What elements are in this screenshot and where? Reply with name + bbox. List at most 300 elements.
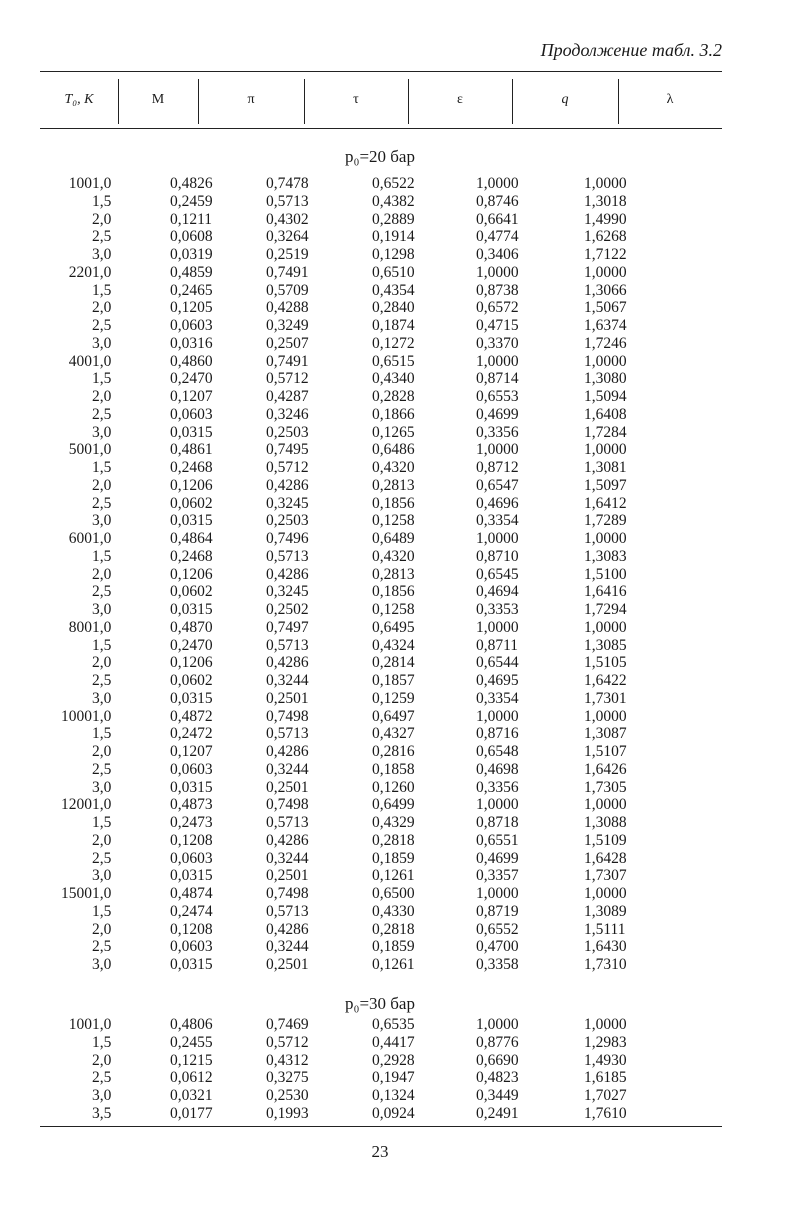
temperature-blank (0, 1105, 92, 1123)
pi-value: 0,0608 (170, 228, 213, 246)
pi-value: 0,2473 (170, 814, 213, 831)
epsilon-value: 0,4324 (372, 636, 415, 654)
epsilon-value: 0,1258 (372, 512, 415, 530)
temperature-blank (0, 317, 92, 335)
m-value: 1,5 (92, 192, 112, 210)
q-value: 0,3357 (476, 867, 519, 885)
pi-value: 0,0315 (170, 956, 213, 973)
m-value: 3,0 (92, 601, 112, 618)
lambda-value: 1,6416 (584, 583, 627, 601)
temperature-blank (0, 690, 92, 708)
m-value: 1,5 (92, 281, 112, 299)
tau-value: 0,2501 (266, 956, 309, 973)
tau-value: 0,4286 (266, 920, 309, 938)
epsilon-value: 0,6497 (372, 707, 415, 725)
m-value: 2,5 (92, 760, 112, 778)
lambda-value: 1,0000 (584, 530, 627, 547)
lambda-value: 1,3089 (584, 902, 627, 920)
lambda-value: 1,6374 (584, 317, 627, 334)
page-number: 23 (371, 1142, 389, 1161)
lambda-value: 1,5105 (584, 654, 627, 672)
m-value: 2,5 (92, 672, 112, 689)
epsilon-value: 0,2928 (372, 1051, 415, 1069)
temperature-blank (0, 388, 92, 406)
header-lambda: λ (666, 92, 674, 107)
m-value: 1,0 (92, 707, 112, 725)
lambda-value: 1,6428 (584, 849, 627, 867)
q-value: 0,8738 (476, 281, 519, 299)
lambda-value: 1,6422 (584, 672, 627, 689)
pi-value: 0,2472 (170, 725, 213, 743)
temperature-value: 1000 (61, 707, 92, 725)
tau-value: 0,5713 (266, 636, 309, 654)
epsilon-value: 0,1324 (372, 1087, 415, 1104)
m-value: 1,5 (92, 459, 112, 476)
temperature-blank (0, 1052, 92, 1070)
epsilon-value: 0,2813 (372, 476, 415, 494)
epsilon-value: 0,1856 (372, 494, 415, 512)
lambda-value: 1,0000 (584, 885, 627, 902)
q-value: 0,8718 (476, 814, 519, 831)
lambda-value: 1,3088 (584, 814, 627, 831)
epsilon-value: 0,2813 (372, 565, 415, 583)
pi-value: 0,4826 (170, 175, 213, 192)
header-tau: τ (353, 92, 359, 107)
tau-value: 0,2507 (266, 334, 309, 352)
temperature-blank (0, 512, 92, 530)
tau-value: 0,2501 (266, 689, 309, 707)
temperature-blank (0, 956, 92, 974)
q-value: 0,4696 (476, 494, 519, 512)
epsilon-value: 0,2840 (372, 299, 415, 317)
pi-value: 0,4872 (170, 707, 213, 725)
temperature-blank (0, 299, 92, 317)
q-value: 0,3354 (476, 512, 519, 530)
lambda-value: 1,7305 (584, 778, 627, 796)
epsilon-value: 0,4382 (372, 192, 415, 210)
pi-value: 0,4806 (170, 1016, 213, 1033)
m-value: 2,0 (92, 743, 112, 760)
pi-value: 0,2474 (170, 902, 213, 920)
tau-value: 0,7495 (266, 441, 309, 459)
m-value: 1,0 (92, 530, 112, 547)
table-body-p30 (0, 1016, 794, 1123)
epsilon-value: 0,4320 (372, 547, 415, 565)
q-value: 0,8719 (476, 902, 519, 920)
tau-value: 0,2503 (266, 423, 309, 441)
pi-value: 0,0177 (170, 1104, 213, 1122)
header-m: M (151, 92, 165, 107)
lambda-value: 1,7284 (584, 423, 627, 441)
tau-value: 0,5713 (266, 902, 309, 920)
tau-value: 0,4286 (266, 831, 309, 849)
q-value: 0,4715 (476, 317, 519, 334)
tau-value: 0,4286 (266, 476, 309, 494)
pi-value: 0,4864 (170, 530, 213, 547)
m-value: 3,0 (92, 512, 112, 530)
pi-value: 0,0603 (170, 317, 213, 334)
temperature-blank (0, 921, 92, 939)
epsilon-value: 0,1859 (372, 849, 415, 867)
temperature-value: 100 (68, 175, 92, 192)
q-value: 0,3406 (476, 246, 519, 263)
temperature-value: 500 (68, 441, 92, 459)
q-value: 0,6572 (476, 299, 519, 317)
q-value: 0,6641 (476, 210, 519, 228)
m-value: 2,0 (92, 1051, 112, 1069)
lambda-value: 1,0000 (584, 1016, 627, 1033)
lambda-value: 1,6408 (584, 405, 627, 423)
epsilon-value: 0,4329 (372, 814, 415, 831)
tau-value: 0,4287 (266, 388, 309, 405)
temperature-blank (0, 282, 92, 300)
q-value: 0,4700 (476, 938, 519, 956)
m-value: 1,0 (92, 1016, 112, 1033)
m-value: 1,0 (92, 352, 112, 370)
pi-value: 0,0602 (170, 583, 213, 601)
epsilon-value: 0,4330 (372, 902, 415, 920)
q-value: 0,6690 (476, 1051, 519, 1069)
epsilon-value: 0,1874 (372, 317, 415, 334)
lambda-value: 1,3080 (584, 370, 627, 388)
temperature-blank (0, 477, 92, 495)
pi-value: 0,1211 (170, 210, 213, 228)
q-value: 0,4699 (476, 849, 519, 867)
epsilon-value: 0,4354 (372, 281, 415, 299)
tau-value: 0,7496 (266, 530, 309, 547)
m-value: 2,0 (92, 210, 112, 228)
epsilon-value: 0,6522 (372, 175, 415, 192)
lambda-value: 1,6426 (584, 760, 627, 778)
tau-value: 0,7498 (266, 796, 309, 814)
lambda-value: 1,0000 (584, 441, 627, 459)
lambda-value: 1,7289 (584, 512, 627, 530)
lambda-value: 1,0000 (584, 175, 627, 192)
q-value: 0,4695 (476, 672, 519, 689)
pi-value: 0,2470 (170, 636, 213, 654)
lambda-value: 1,5107 (584, 743, 627, 760)
q-value: 0,4823 (476, 1069, 519, 1087)
q-value: 0,4699 (476, 405, 519, 423)
epsilon-value: 0,6495 (372, 618, 415, 636)
temperature-value: 220 (68, 263, 92, 281)
epsilon-value: 0,6486 (372, 441, 415, 459)
pi-value: 0,0315 (170, 601, 213, 618)
lambda-value: 1,6430 (584, 938, 627, 956)
pi-value: 0,0315 (170, 423, 213, 441)
m-value: 3,5 (92, 1104, 112, 1122)
pi-value: 0,1205 (170, 299, 213, 317)
tau-value: 0,5713 (266, 547, 309, 565)
pi-value: 0,2470 (170, 370, 213, 388)
pi-value: 0,1206 (170, 476, 213, 494)
q-value: 0,6547 (476, 476, 519, 494)
tau-value: 0,2501 (266, 867, 309, 885)
tau-value: 0,3264 (266, 228, 309, 246)
epsilon-value: 0,2828 (372, 388, 415, 405)
q-value: 0,3449 (476, 1087, 519, 1104)
temperature-blank (0, 761, 92, 779)
lambda-value: 1,3087 (584, 725, 627, 743)
tau-value: 0,2502 (266, 601, 309, 618)
temperature-blank (0, 566, 92, 584)
epsilon-value: 0,2814 (372, 654, 415, 672)
tau-value: 0,5713 (266, 814, 309, 831)
temperature-value: 100 (68, 1016, 92, 1033)
pi-value: 0,0603 (170, 938, 213, 956)
temperature-blank (0, 370, 92, 388)
temperature-blank (0, 335, 92, 353)
epsilon-value: 0,1914 (372, 228, 415, 246)
q-value: 1,0000 (476, 796, 519, 814)
tau-value: 0,3244 (266, 849, 309, 867)
tau-value: 0,5712 (266, 370, 309, 388)
tau-value: 0,4302 (266, 210, 309, 228)
tau-value: 0,3244 (266, 672, 309, 689)
m-value: 3,0 (92, 689, 112, 707)
temperature-value: 1200 (61, 796, 92, 814)
m-value: 3,0 (92, 423, 112, 441)
tau-value: 0,5713 (266, 192, 309, 210)
m-value: 1,0 (92, 885, 112, 902)
epsilon-value: 0,0924 (372, 1104, 415, 1122)
tau-value: 0,3244 (266, 938, 309, 956)
q-value: 0,4694 (476, 583, 519, 601)
q-value: 1,0000 (476, 352, 519, 370)
tau-value: 0,1993 (266, 1104, 309, 1122)
epsilon-value: 0,2816 (372, 743, 415, 760)
m-value: 2,0 (92, 920, 112, 938)
temperature-blank (0, 459, 92, 477)
temperature-value: 600 (68, 530, 92, 547)
q-value: 1,0000 (476, 175, 519, 192)
temperature-blank (0, 1069, 92, 1087)
tau-value: 0,7498 (266, 885, 309, 902)
pi-value: 0,0316 (170, 334, 213, 352)
epsilon-value: 0,1947 (372, 1069, 415, 1087)
temperature-blank (0, 832, 92, 850)
q-value: 0,8746 (476, 192, 519, 210)
q-value: 0,6552 (476, 920, 519, 938)
m-value: 1,5 (92, 814, 112, 831)
temperature-blank (0, 228, 92, 246)
q-value: 0,3358 (476, 956, 519, 973)
pi-value: 0,1207 (170, 388, 213, 405)
temperature-blank (0, 246, 92, 264)
lambda-value: 1,3085 (584, 636, 627, 654)
m-value: 1,0 (92, 441, 112, 459)
epsilon-value: 0,6500 (372, 885, 415, 902)
q-value: 1,0000 (476, 618, 519, 636)
q-value: 1,0000 (476, 441, 519, 459)
pi-value: 0,1208 (170, 920, 213, 938)
temperature-blank (0, 725, 92, 743)
epsilon-value: 0,1260 (372, 778, 415, 796)
epsilon-value: 0,1265 (372, 423, 415, 441)
m-value: 3,0 (92, 778, 112, 796)
epsilon-value: 0,1859 (372, 938, 415, 956)
tau-value: 0,5713 (266, 725, 309, 743)
table-caption: Продолжение табл. 3.2 (540, 40, 722, 60)
pi-value: 0,4873 (170, 796, 213, 814)
q-value: 0,6545 (476, 565, 519, 583)
tau-value: 0,3246 (266, 405, 309, 423)
epsilon-value: 0,2889 (372, 210, 415, 228)
tau-value: 0,3249 (266, 317, 309, 334)
m-value: 1,5 (92, 725, 112, 743)
q-value: 0,3370 (476, 334, 519, 352)
temperature-blank (0, 495, 92, 513)
lambda-value: 1,5097 (584, 476, 627, 494)
m-value: 1,0 (92, 175, 112, 192)
temperature-blank (0, 637, 92, 655)
q-value: 0,3356 (476, 778, 519, 796)
tau-value: 0,3245 (266, 494, 309, 512)
m-value: 3,0 (92, 867, 112, 885)
m-value: 1,5 (92, 370, 112, 388)
lambda-value: 1,7246 (584, 334, 627, 352)
q-value: 0,8714 (476, 370, 519, 388)
lambda-value: 1,3081 (584, 459, 627, 476)
epsilon-value: 0,2818 (372, 831, 415, 849)
pi-value: 0,2468 (170, 547, 213, 565)
lambda-value: 1,7027 (584, 1087, 627, 1104)
temperature-blank (0, 211, 92, 229)
epsilon-value: 0,6510 (372, 263, 415, 281)
epsilon-value: 0,6489 (372, 530, 415, 547)
epsilon-value: 0,6515 (372, 352, 415, 370)
m-value: 3,0 (92, 956, 112, 973)
q-value: 0,6544 (476, 654, 519, 672)
lambda-value: 1,0000 (584, 263, 627, 281)
temperature-blank (0, 938, 92, 956)
q-value: 0,8776 (476, 1033, 519, 1051)
epsilon-value: 0,4340 (372, 370, 415, 388)
pi-value: 0,1206 (170, 654, 213, 672)
lambda-value: 1,2983 (584, 1033, 627, 1051)
q-value: 1,0000 (476, 530, 519, 547)
pi-value: 0,0602 (170, 672, 213, 689)
pi-value: 0,0603 (170, 760, 213, 778)
m-value: 2,0 (92, 476, 112, 494)
tau-value: 0,4286 (266, 565, 309, 583)
temperature-value: 1500 (61, 885, 92, 902)
temperature-value: 800 (68, 618, 92, 636)
pi-value: 0,0319 (170, 246, 213, 263)
m-value: 2,5 (92, 317, 112, 334)
lambda-value: 1,7294 (584, 601, 627, 618)
m-value: 2,5 (92, 1069, 112, 1087)
epsilon-value: 0,1298 (372, 246, 415, 263)
q-value: 1,0000 (476, 885, 519, 902)
temperature-blank (0, 654, 92, 672)
lambda-value: 1,7122 (584, 246, 627, 263)
pi-value: 0,4870 (170, 618, 213, 636)
m-value: 1,5 (92, 547, 112, 565)
m-value: 2,0 (92, 654, 112, 672)
table-bottom-rule (40, 1126, 722, 1127)
pi-value: 0,1215 (170, 1051, 213, 1069)
epsilon-value: 0,1261 (372, 956, 415, 973)
q-value: 0,6553 (476, 388, 519, 405)
tau-value: 0,3245 (266, 583, 309, 601)
temperature-blank (0, 672, 92, 690)
lambda-value: 1,4990 (584, 210, 627, 228)
lambda-value: 1,0000 (584, 352, 627, 370)
m-value: 3,0 (92, 334, 112, 352)
epsilon-value: 0,4320 (372, 459, 415, 476)
q-value: 0,8712 (476, 459, 519, 476)
m-value: 2,0 (92, 565, 112, 583)
m-value: 1,0 (92, 263, 112, 281)
lambda-value: 1,3018 (584, 192, 627, 210)
lambda-value: 1,6412 (584, 494, 627, 512)
epsilon-value: 0,2818 (372, 920, 415, 938)
temperature-blank (0, 424, 92, 442)
table-header (40, 71, 722, 128)
temperature-blank (0, 193, 92, 211)
m-value: 3,0 (92, 1087, 112, 1104)
lambda-value: 1,4930 (584, 1051, 627, 1069)
pi-value: 0,2459 (170, 192, 213, 210)
epsilon-value: 0,6499 (372, 796, 415, 814)
lambda-value: 1,7610 (584, 1104, 627, 1122)
q-value: 0,8711 (476, 636, 519, 654)
temperature-blank (0, 850, 92, 868)
lambda-value: 1,6268 (584, 228, 627, 246)
epsilon-value: 0,1866 (372, 405, 415, 423)
pi-value: 0,4874 (170, 885, 213, 902)
pi-value: 0,0315 (170, 778, 213, 796)
epsilon-value: 0,4327 (372, 725, 415, 743)
temperature-blank (0, 548, 92, 566)
tau-value: 0,7497 (266, 618, 309, 636)
epsilon-value: 0,1259 (372, 689, 415, 707)
m-value: 2,5 (92, 583, 112, 601)
pi-value: 0,0315 (170, 867, 213, 885)
q-value: 0,8710 (476, 547, 519, 565)
m-value: 2,5 (92, 405, 112, 423)
pi-value: 0,4861 (170, 441, 213, 459)
epsilon-value: 0,1261 (372, 867, 415, 885)
header-epsilon: ε (457, 92, 463, 107)
lambda-value: 1,0000 (584, 707, 627, 725)
q-value: 0,8716 (476, 725, 519, 743)
q-value: 0,4698 (476, 760, 519, 778)
pi-value: 0,0602 (170, 494, 213, 512)
tau-value: 0,4312 (266, 1051, 309, 1069)
lambda-value: 1,0000 (584, 618, 627, 636)
tau-value: 0,2530 (266, 1087, 309, 1104)
lambda-value: 1,7301 (584, 689, 627, 707)
q-value: 0,6548 (476, 743, 519, 760)
m-value: 1,5 (92, 1033, 112, 1051)
lambda-value: 1,3083 (584, 547, 627, 565)
q-value: 0,3354 (476, 689, 519, 707)
lambda-value: 1,5094 (584, 388, 627, 405)
lambda-value: 1,5100 (584, 565, 627, 583)
tau-value: 0,5712 (266, 459, 309, 476)
header-t0: T₀, К (64, 92, 94, 107)
tau-value: 0,4286 (266, 743, 309, 760)
header-bottom-rule (40, 128, 722, 129)
tau-value: 0,7478 (266, 175, 309, 192)
temperature-blank (0, 406, 92, 424)
m-value: 2,0 (92, 299, 112, 317)
m-value: 1,0 (92, 796, 112, 814)
m-value: 2,5 (92, 849, 112, 867)
tau-value: 0,2501 (266, 778, 309, 796)
